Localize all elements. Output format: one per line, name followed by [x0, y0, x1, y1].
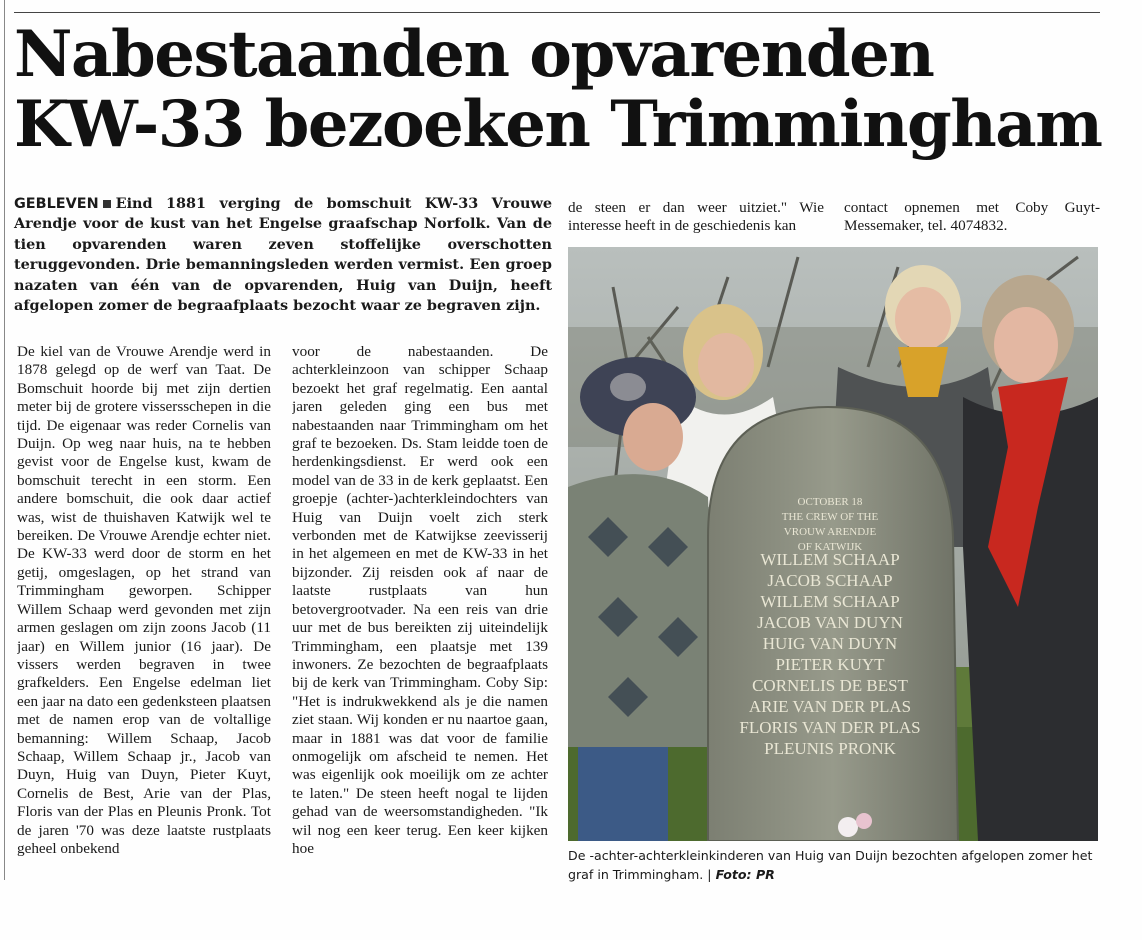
kicker: GEBLEVEN — [14, 196, 99, 212]
stone-inscription-line: PIETER KUYT — [775, 655, 885, 674]
stone-inscription-line: OF KATWIJK — [797, 541, 863, 553]
stone-inscription-line: ARIE VAN DER PLAS — [748, 697, 912, 716]
body-column-4: contact opnemen met Coby Guyt-Messemaker, tel. 4074832. — [844, 199, 1100, 235]
lead-text: Eind 1881 verging de bomschuit KW-33 Vrouwe Arendje voor de kust van het Engelse graafschap Norfolk. Van de tien opvarenden waren zeven stoffelijke overschotten teruggevonden. Drie bemanningsleden werden vermist. Een groep nazaten van één van de opvarenden, Huig van Duijn, heeft afgelopen zomer de begraafplaats bezocht waar ze begraven zijn. — [14, 195, 552, 315]
stone-inscription-line: JACOB SCHAAP — [767, 571, 893, 590]
body-column-3: de steen er dan weer uitziet." Wie interesse heeft in de geschiedenis kan — [568, 199, 824, 235]
headline-line-2: KW-33 bezoeken Trimmingham — [14, 87, 1102, 162]
photo-illustration — [568, 247, 1098, 841]
stone-inscription-line: THE CREW OF THE — [781, 511, 879, 523]
article-photo — [568, 247, 1098, 841]
stone-inscription-line: FLORIS VAN DER PLAS — [739, 718, 921, 737]
stone-inscription-line: JACOB VAN DUYN — [757, 613, 903, 632]
stone-inscription-line: CORNELIS DE BEST — [752, 676, 908, 695]
stone-inscription-line: OCTOBER 18 — [797, 496, 863, 508]
photo-caption — [568, 846, 1098, 884]
left-rule — [4, 0, 5, 880]
caption-text: De -achter-achterkleinkinderen van Huig van Duijn bezochten afgelopen zomer het graf in Trimmingham. | — [568, 848, 1093, 882]
stone-inscription-line: WILLEM SCHAAP — [760, 550, 900, 569]
lead-paragraph — [14, 194, 552, 316]
square-bullet-icon — [103, 200, 111, 208]
stone-inscription-line: PLEUNIS PRONK — [764, 739, 896, 758]
photo-credit: Foto: PR — [715, 867, 775, 882]
headline-line-1: Nabestaanden opvarenden — [14, 17, 934, 92]
body-column-1: De kiel van de Vrouwe Arendje werd in 1878 gelegd op de werf van Taat. De Bomschuit hoorde bij met zijn dertien meter bij de grotere vissersschepen in die tijd. De eigenaar was reder Cornelis van Duijn. Op weg naar huis, na te hebben gevist voor de Engelse kust, kwam de bomschuit terecht in een storm. Een andere bomschuit, die ook daar actief was, wist de thuishaven Katwijk wel te bereiken. De Vrouwe Arendje echter niet. De KW-33 werd door de storm en het getij, omgeslagen, op het strand van Trimmingham geworpen. Schipper Willem Schaap werd gevonden met zijn armen geslagen om zijn zoons Jacob (11 jaar) en Willem junior (16 jaar). De vissers werden begraven in twee grafkelders. Een Engelse edelman liet een jaar na dato een gedenksteen plaatsen met de namen erop van de voltallige bemanning: Willem Schaap, Jacob Schaap, Willem Schaap jr., Jacob van Duyn, Huig van Duyn, Pieter Kuyt, Cornelis de Best, Arie van der Plas, Floris van der Plas en Pleunis Pronk. Tot de jaren '70 was deze laatste rustplaats geheel onbekend — [17, 343, 271, 857]
headline — [14, 17, 1114, 162]
body-column-2: voor de nabestaanden. De achterkleinzoon van schipper Schaap bezoekt het graf regelmatig. Een aantal jaren geleden ging een bus met nabestaanden naar Trimmingham om het graf te bezoeken. Ds. Stam leidde toen de herdenkingsdienst. Er werd ook een model van de 33 in de kerk geplaatst. Een groepje (achter-)achterkleindochters van Huig van Duijn voelt zich sterk verbonden met de Katwijkse zeevisserij in het algemeen en met de KW-33 in het bijzonder. Zij reisden ook af naar de laatste rustplaats van hun betovergrootvader. Na een reis van drie uur met de bus bereikten zij uiteindelijk Trimmingham, een plaatsje met 139 inwoners. Ze bezochten de begraafplaats bij de kerk van Trimmingham. Coby Sip: "Het is indrukwekkend als je die namen ziet staan. Wij konden er nu naartoe gaan, maar in 1881 was dat voor de familie onmogelijk om afscheid te nemen. Het was eigenlijk ook moeilijk om ze achter te laten." De steen heeft nogal te lijden gehad van de weersomstandigheden. "Ik wil nog een keer terug. Een keer kijken hoe — [292, 343, 548, 857]
stone-inscription-line: HUIG VAN DUYN — [762, 634, 898, 653]
top-rule — [14, 12, 1100, 13]
stone-inscription-line: VROUW ARENDJE — [783, 526, 877, 538]
stone-inscription-line: WILLEM SCHAAP — [760, 592, 900, 611]
